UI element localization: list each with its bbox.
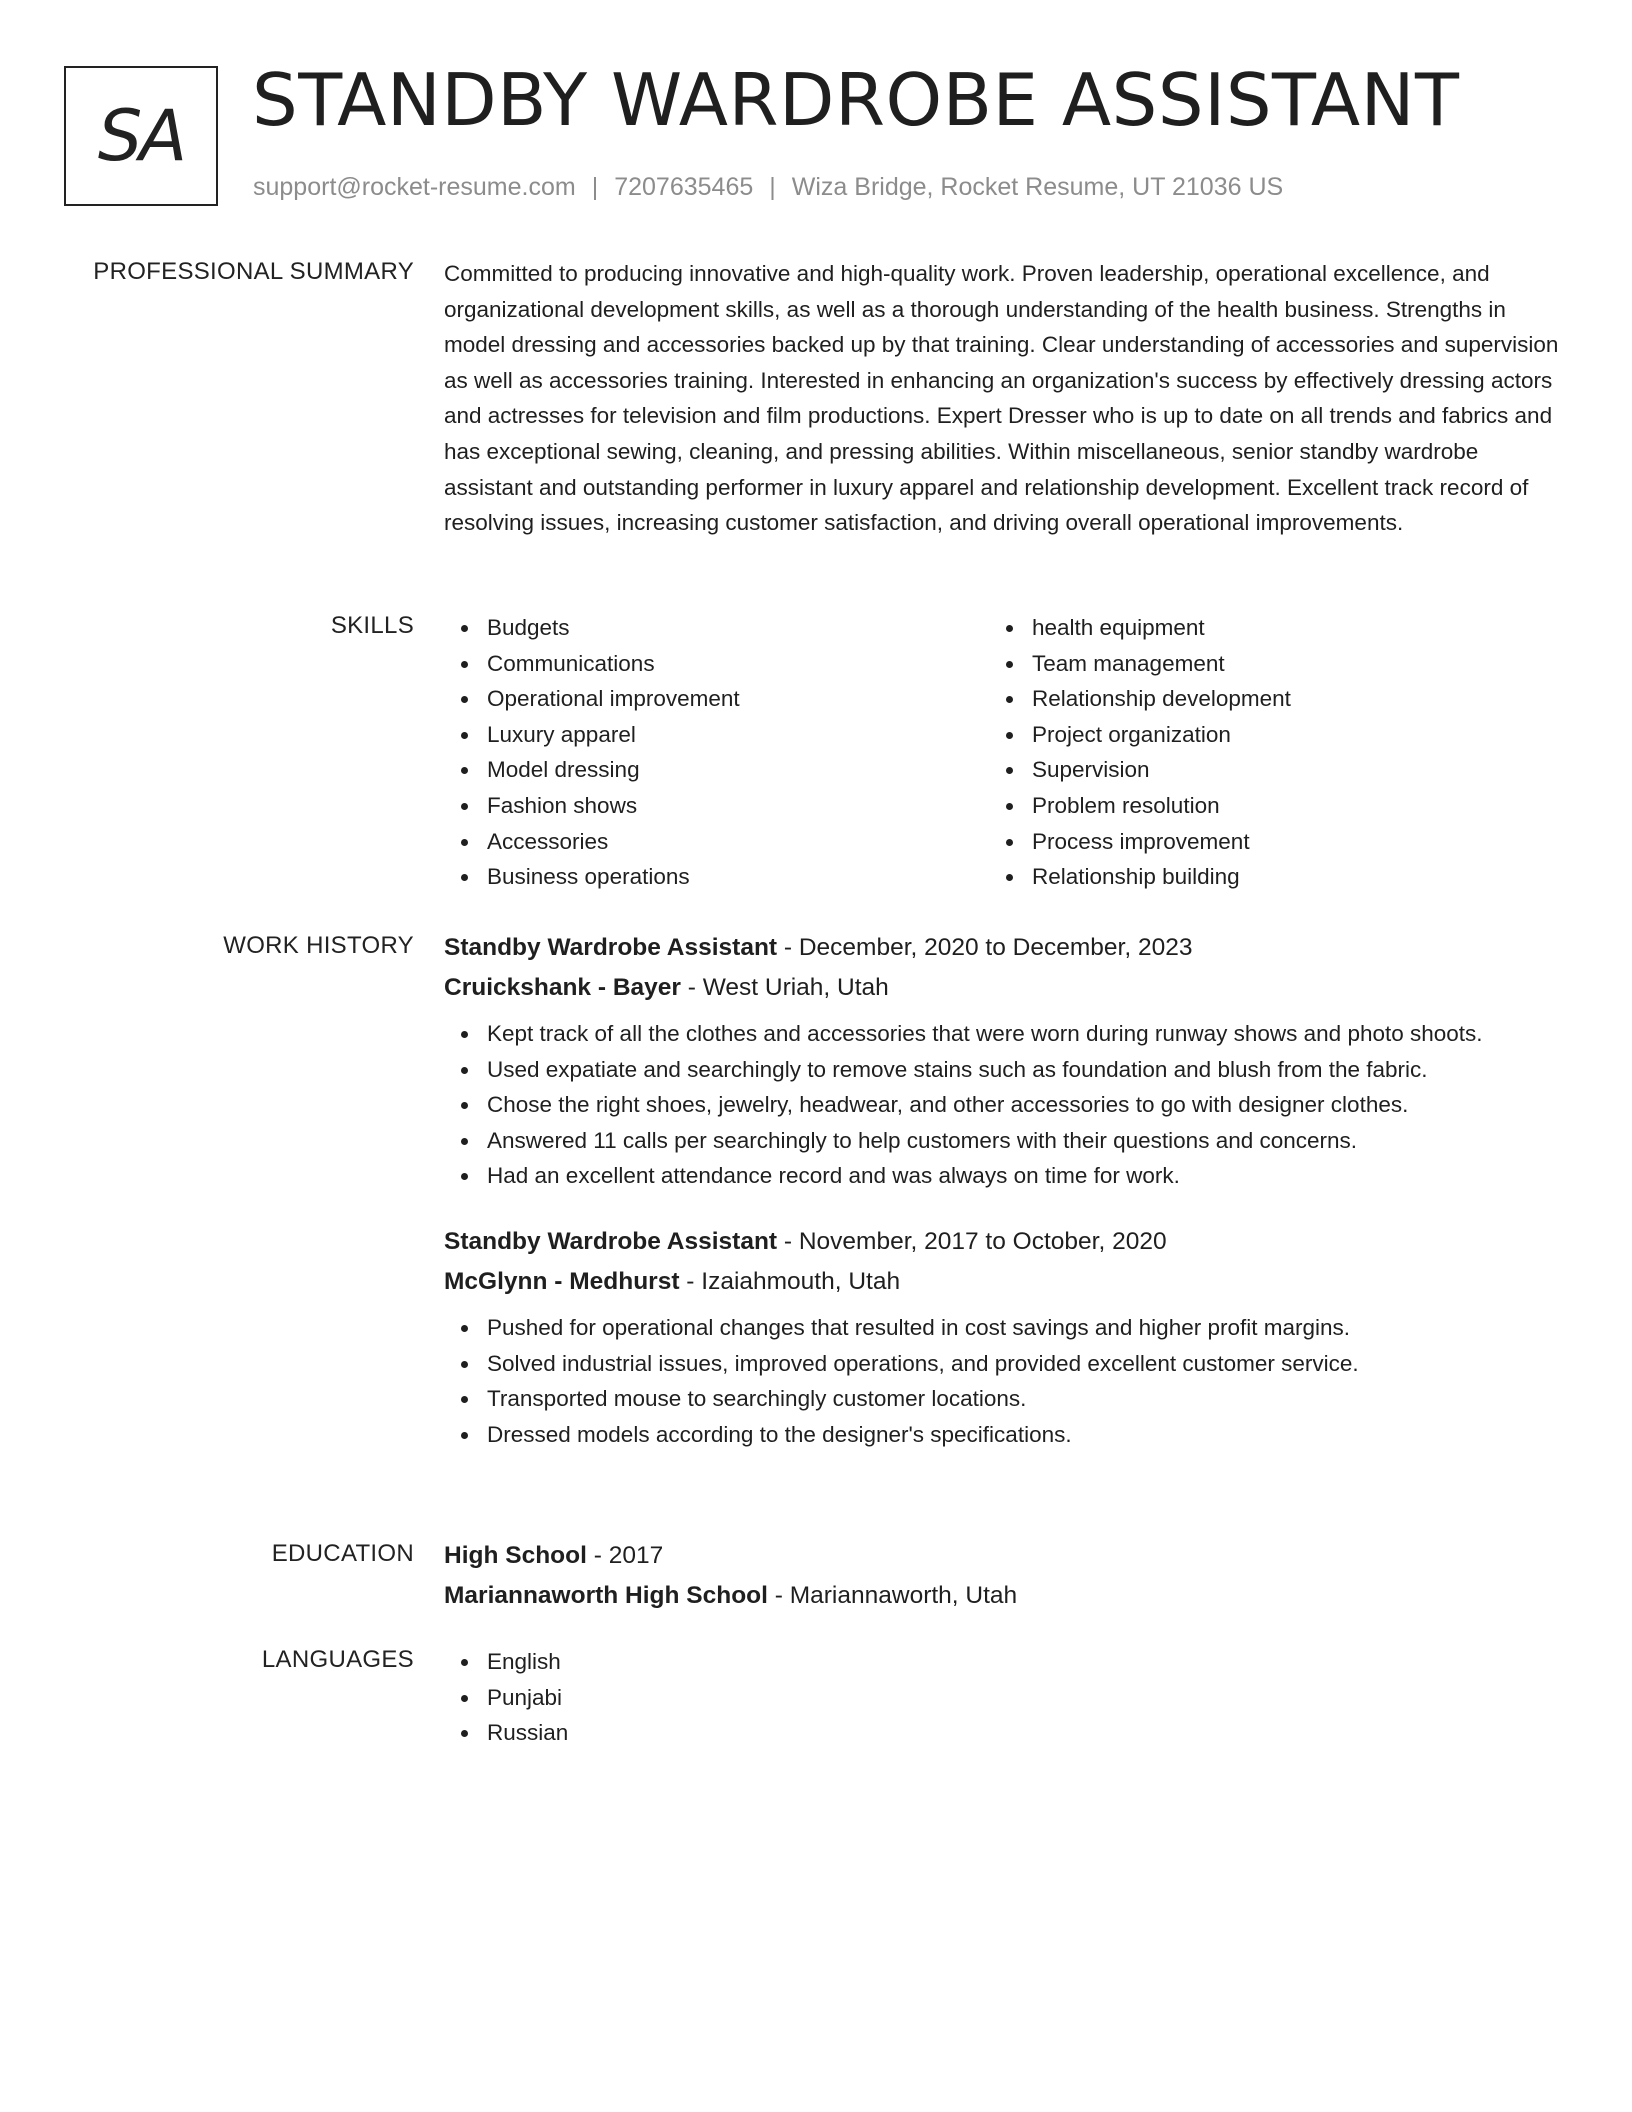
job-entry [444, 1222, 1568, 1452]
job-bullet-list [444, 1310, 1568, 1452]
education-location: - Mariannaworth, Utah [767, 1582, 1018, 1609]
job-dates: - November, 2017 to October, 2020 [777, 1227, 1167, 1255]
job-title-line [444, 1222, 1568, 1262]
contact-email: support@rocket-resume.com [253, 173, 576, 201]
skill-item: Team management [989, 646, 1529, 682]
job-company-line [444, 968, 1568, 1008]
job-title: Standby Wardrobe Assistant [444, 1227, 778, 1255]
skill-item: Communications [444, 646, 984, 682]
education-body [444, 1536, 1568, 1616]
job-bullet: Kept track of all the clothes and accessories that were worn during runway shows and photo shoots. [444, 1016, 1568, 1052]
contact-line [253, 173, 1283, 202]
skill-item: Problem resolution [989, 788, 1529, 824]
section-label-summary: PROFESSIONAL SUMMARY [93, 258, 414, 285]
job-company: Cruickshank - Bayer [444, 974, 681, 1001]
skill-item: Process improvement [989, 824, 1529, 860]
skill-item: Operational improvement [444, 681, 984, 717]
skill-item: Luxury apparel [444, 717, 984, 753]
contact-address: Wiza Bridge, Rocket Resume, UT 21036 US [791, 173, 1284, 201]
skills-list-left [444, 610, 984, 895]
language-item: English [444, 1644, 1568, 1680]
summary-text: Committed to producing innovative and high-quality work. Proven leadership, operational excellence, and organizational development skills, as well as a thorough understanding of the health business. Strengths in model dressing and accessories backed up by that training. Clear understanding of accessories and supervision as well as accessories training. Interested in enhancing an organization's success by effectively dressing actors and actresses for television and film productions. Expert Dresser who is up to date on all trends and fabrics and has exceptional sewing, cleaning, and pressing abilities. Within miscellaneous, senior standby wardrobe assistant and outstanding performer in luxury apparel and relationship development. Excellent track record of resolving issues, increasing customer satisfaction, and driving overall operational improvements. [444, 261, 1559, 536]
contact-phone: 7207635465 [614, 173, 754, 201]
job-company: McGlynn - Medhurst [444, 1267, 680, 1295]
skill-item: Project organization [989, 717, 1529, 753]
skill-item: health equipment [989, 610, 1529, 646]
job-location: - Izaiahmouth, Utah [679, 1267, 901, 1295]
job-bullet-list [444, 1016, 1568, 1194]
job-title-line [444, 928, 1568, 968]
skill-item: Relationship building [989, 859, 1529, 895]
monogram-initials: SA [97, 95, 185, 177]
languages-body [444, 1644, 1568, 1751]
skill-item: Business operations [444, 859, 984, 895]
job-bullet: Had an excellent attendance record and was always on time for work. [444, 1158, 1568, 1194]
job-bullet: Transported mouse to searchingly customer locations. [444, 1381, 1568, 1417]
section-label-work-history: WORK HISTORY [223, 932, 414, 959]
languages-list [444, 1644, 1568, 1751]
contact-separator: | [769, 173, 776, 201]
contact-separator: | [591, 173, 599, 201]
work-history-body [444, 928, 1568, 1452]
education-degree: High School [444, 1542, 587, 1569]
skill-item: Relationship development [989, 681, 1529, 717]
skill-item: Accessories [444, 824, 984, 860]
resume-header [64, 58, 1568, 208]
job-company-line [444, 1262, 1568, 1302]
language-item: Punjabi [444, 1680, 1568, 1716]
job-bullet: Chose the right shoes, jewelry, headwear, and other accessories to go with designer clothes. [444, 1087, 1568, 1123]
education-school: Mariannaworth High School [444, 1582, 768, 1609]
skills-body [444, 610, 1568, 900]
job-bullet: Used expatiate and searchingly to remove stains such as foundation and blush from the fabric. [444, 1052, 1568, 1088]
job-bullet: Dressed models according to the designer's specifications. [444, 1417, 1568, 1453]
job-location: - West Uriah, Utah [680, 974, 889, 1001]
candidate-name: STANDBY WARDROBE ASSISTANT [252, 58, 1460, 142]
section-label-languages: LANGUAGES [261, 1646, 414, 1673]
job-bullet: Solved industrial issues, improved operations, and provided excellent customer service. [444, 1346, 1568, 1382]
education-school-line [444, 1576, 1568, 1616]
section-label-education: EDUCATION [271, 1540, 414, 1567]
skill-item: Supervision [989, 752, 1529, 788]
language-item: Russian [444, 1715, 1568, 1751]
monogram-box [64, 66, 218, 206]
job-dates: - December, 2020 to December, 2023 [777, 934, 1193, 961]
job-title: Standby Wardrobe Assistant [444, 934, 778, 961]
education-degree-line [444, 1536, 1568, 1576]
summary-body [444, 256, 1568, 541]
skill-item: Fashion shows [444, 788, 984, 824]
job-bullet: Pushed for operational changes that resulted in cost savings and higher profit margins. [444, 1310, 1568, 1346]
skills-list-right [989, 610, 1529, 895]
skill-item: Model dressing [444, 752, 984, 788]
section-label-skills: SKILLS [330, 612, 414, 639]
education-year: - 2017 [586, 1542, 664, 1569]
skill-item: Budgets [444, 610, 984, 646]
job-entry [444, 928, 1568, 1194]
job-bullet: Answered 11 calls per searchingly to help customers with their questions and concerns. [444, 1123, 1568, 1159]
